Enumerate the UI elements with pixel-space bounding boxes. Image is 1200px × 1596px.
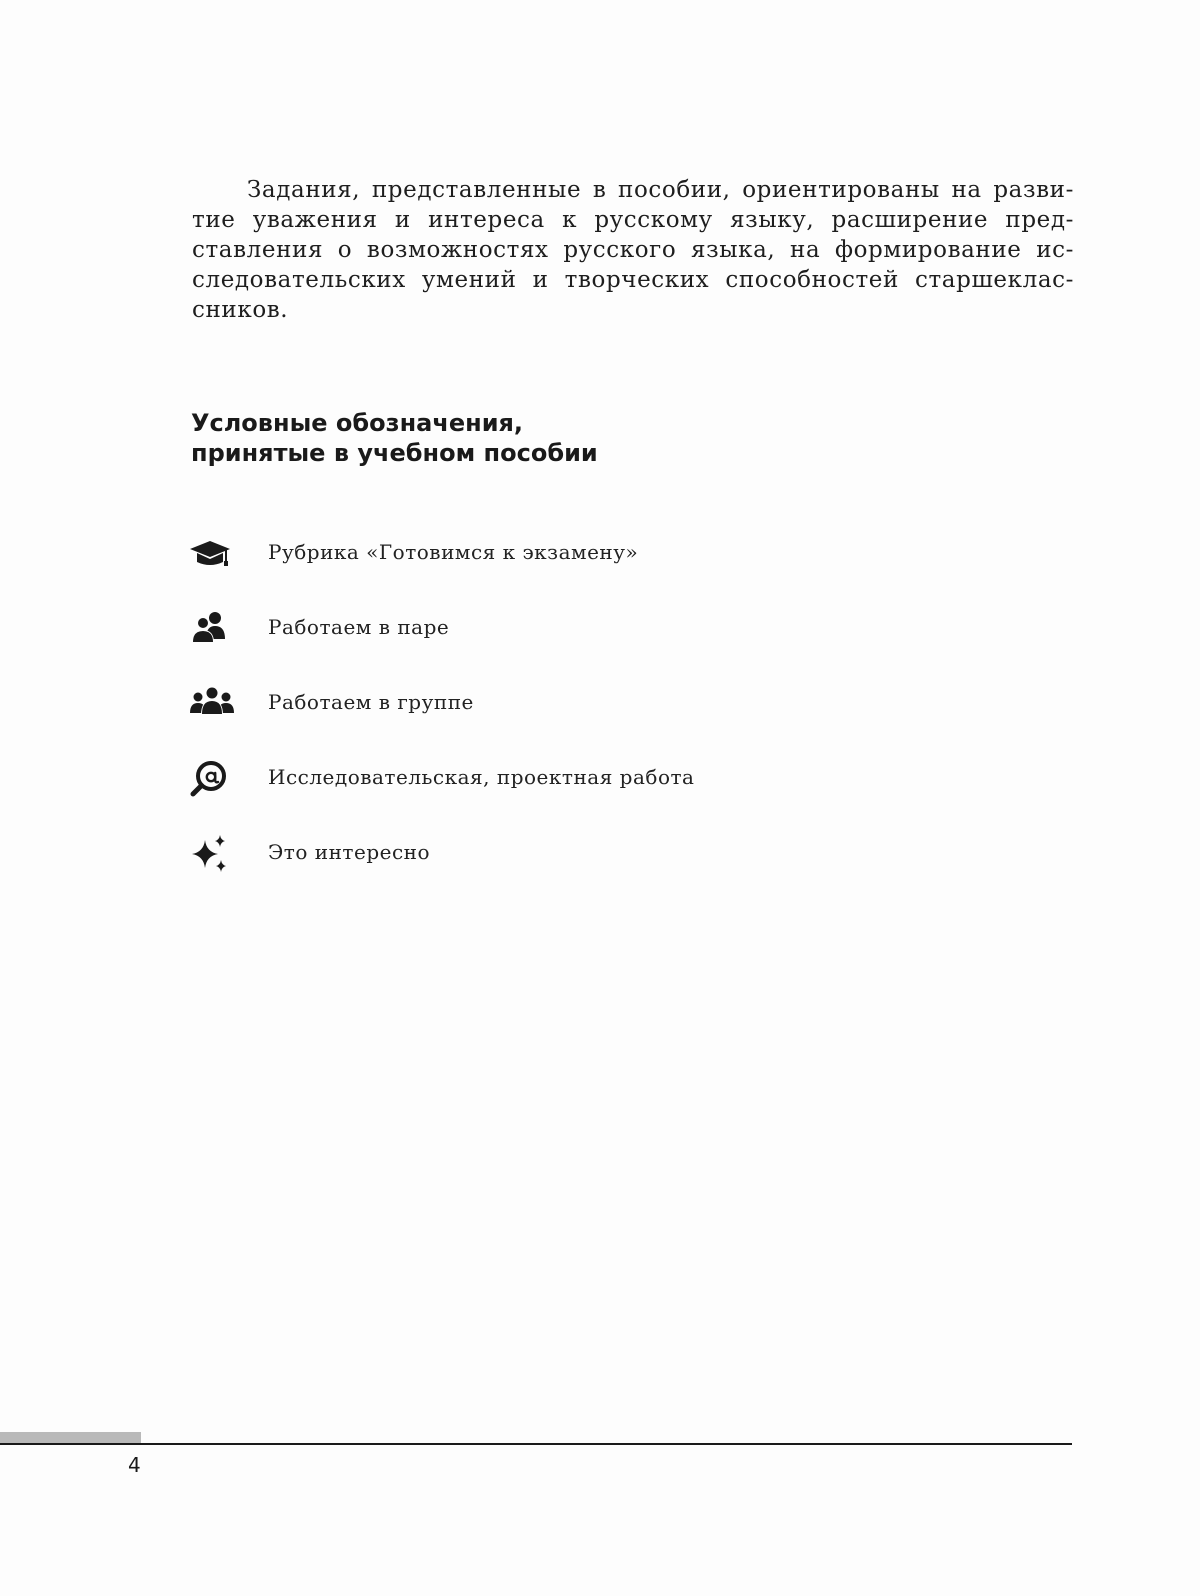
legend-list (190, 530, 890, 905)
footer-rule (0, 1443, 1072, 1445)
intro-line: Задания, представленные в пособии, ориентированы на разви- (247, 177, 1074, 203)
research-magnifier-icon (190, 759, 230, 799)
legend-label: Работаем в группе (268, 690, 474, 714)
intro-line: сников. (192, 297, 289, 323)
pair-icon (190, 609, 230, 649)
intro-line: тие уважения и интереса к русскому языку, расширение пред- (192, 207, 1074, 233)
legend-item-exam (190, 530, 890, 605)
legend-label: Рубрика «Готовимся к экзамену» (268, 540, 639, 564)
legend-title-line: Условные обозначения, (191, 409, 524, 437)
legend-label: Исследовательская, проектная работа (268, 765, 695, 789)
legend-label: Это интересно (268, 840, 431, 864)
sparkles-icon (190, 834, 230, 874)
legend-title-line: принятые в учебном пособии (191, 439, 598, 467)
legend-title (191, 408, 598, 468)
legend-item-group (190, 680, 890, 755)
legend-item-research (190, 755, 890, 830)
footer-accent-bar (0, 1432, 141, 1443)
legend-item-interesting (190, 830, 890, 905)
intro-line: следовательских умений и творческих способностей старшеклас- (192, 267, 1074, 293)
graduation-cap-icon (190, 534, 230, 574)
legend-item-pair (190, 605, 890, 680)
legend-label: Работаем в паре (268, 615, 450, 639)
group-icon (190, 684, 230, 724)
intro-line: ставления о возможностях русского языка, на формирование ис- (192, 237, 1074, 263)
page-number: 4 (128, 1453, 141, 1477)
intro-paragraph (192, 175, 1074, 325)
